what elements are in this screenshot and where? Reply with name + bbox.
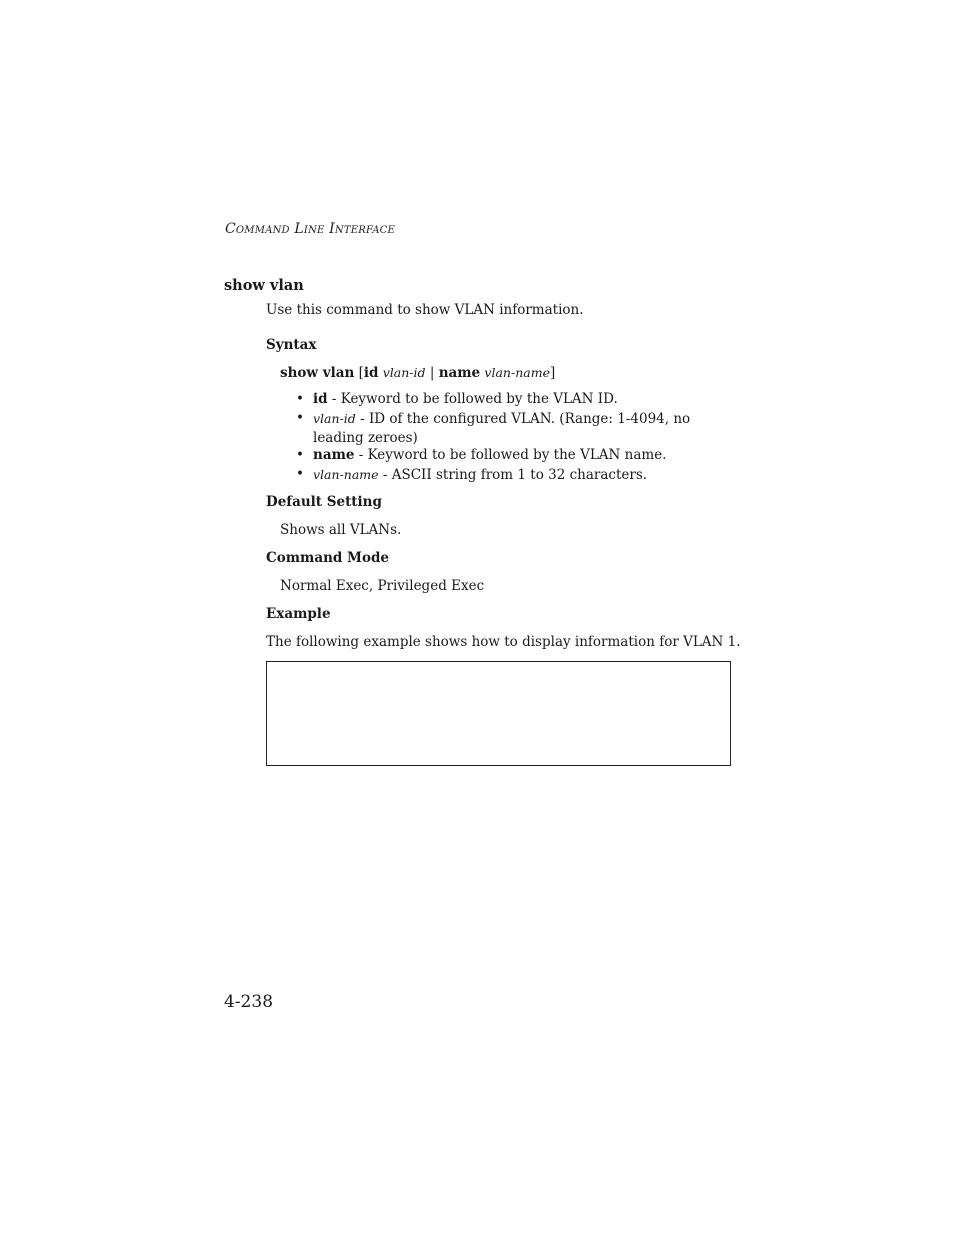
syntax-kw-id: id <box>363 365 379 381</box>
example-output-box <box>266 661 731 766</box>
page-number: 4-238 <box>224 992 274 1012</box>
param-term: name <box>313 447 355 463</box>
command-description: Use this command to show VLAN information. <box>266 302 584 318</box>
param-desc: - Keyword to be followed by the VLAN ID. <box>327 391 618 407</box>
syntax-kw-name: name <box>438 365 481 381</box>
running-header: Command Line Interface <box>225 221 395 237</box>
syntax-heading: Syntax <box>266 337 317 353</box>
syntax-pipe: | <box>429 365 435 381</box>
syntax-open-bracket: [ <box>358 365 364 381</box>
syntax-close-bracket: ] <box>549 365 556 381</box>
default-setting-heading: Default Setting <box>266 494 382 510</box>
command-mode-text: Normal Exec, Privileged Exec <box>280 578 485 594</box>
param-desc: - Keyword to be followed by the VLAN name. <box>354 447 667 463</box>
syntax-command: show vlan <box>280 365 355 381</box>
list-item <box>296 446 716 465</box>
syntax-line <box>280 365 555 381</box>
bullet-icon: • <box>296 391 304 407</box>
example-heading: Example <box>266 606 331 622</box>
default-setting-text: Shows all VLANs. <box>280 522 402 538</box>
param-desc: - ID of the configured VLAN. (Range: 1-4094, no leading zeroes) <box>313 411 691 446</box>
param-term: id <box>313 391 328 407</box>
example-text: The following example shows how to display information for VLAN 1. <box>266 634 741 650</box>
bullet-icon: • <box>296 447 304 463</box>
command-mode-heading: Command Mode <box>266 550 389 566</box>
param-term: vlan-name <box>313 467 379 482</box>
list-item <box>296 409 716 448</box>
bullet-icon: • <box>296 410 304 426</box>
bullet-icon: • <box>296 466 304 482</box>
command-title: show vlan <box>224 277 304 294</box>
syntax-arg-vlan-name: vlan-name <box>484 365 550 380</box>
param-term: vlan-id <box>313 411 356 426</box>
param-desc: - ASCII string from 1 to 32 characters. <box>378 467 648 483</box>
list-item <box>296 465 716 485</box>
syntax-arg-vlan-id: vlan-id <box>382 365 426 380</box>
list-item <box>296 390 716 409</box>
parameter-list <box>296 390 716 485</box>
